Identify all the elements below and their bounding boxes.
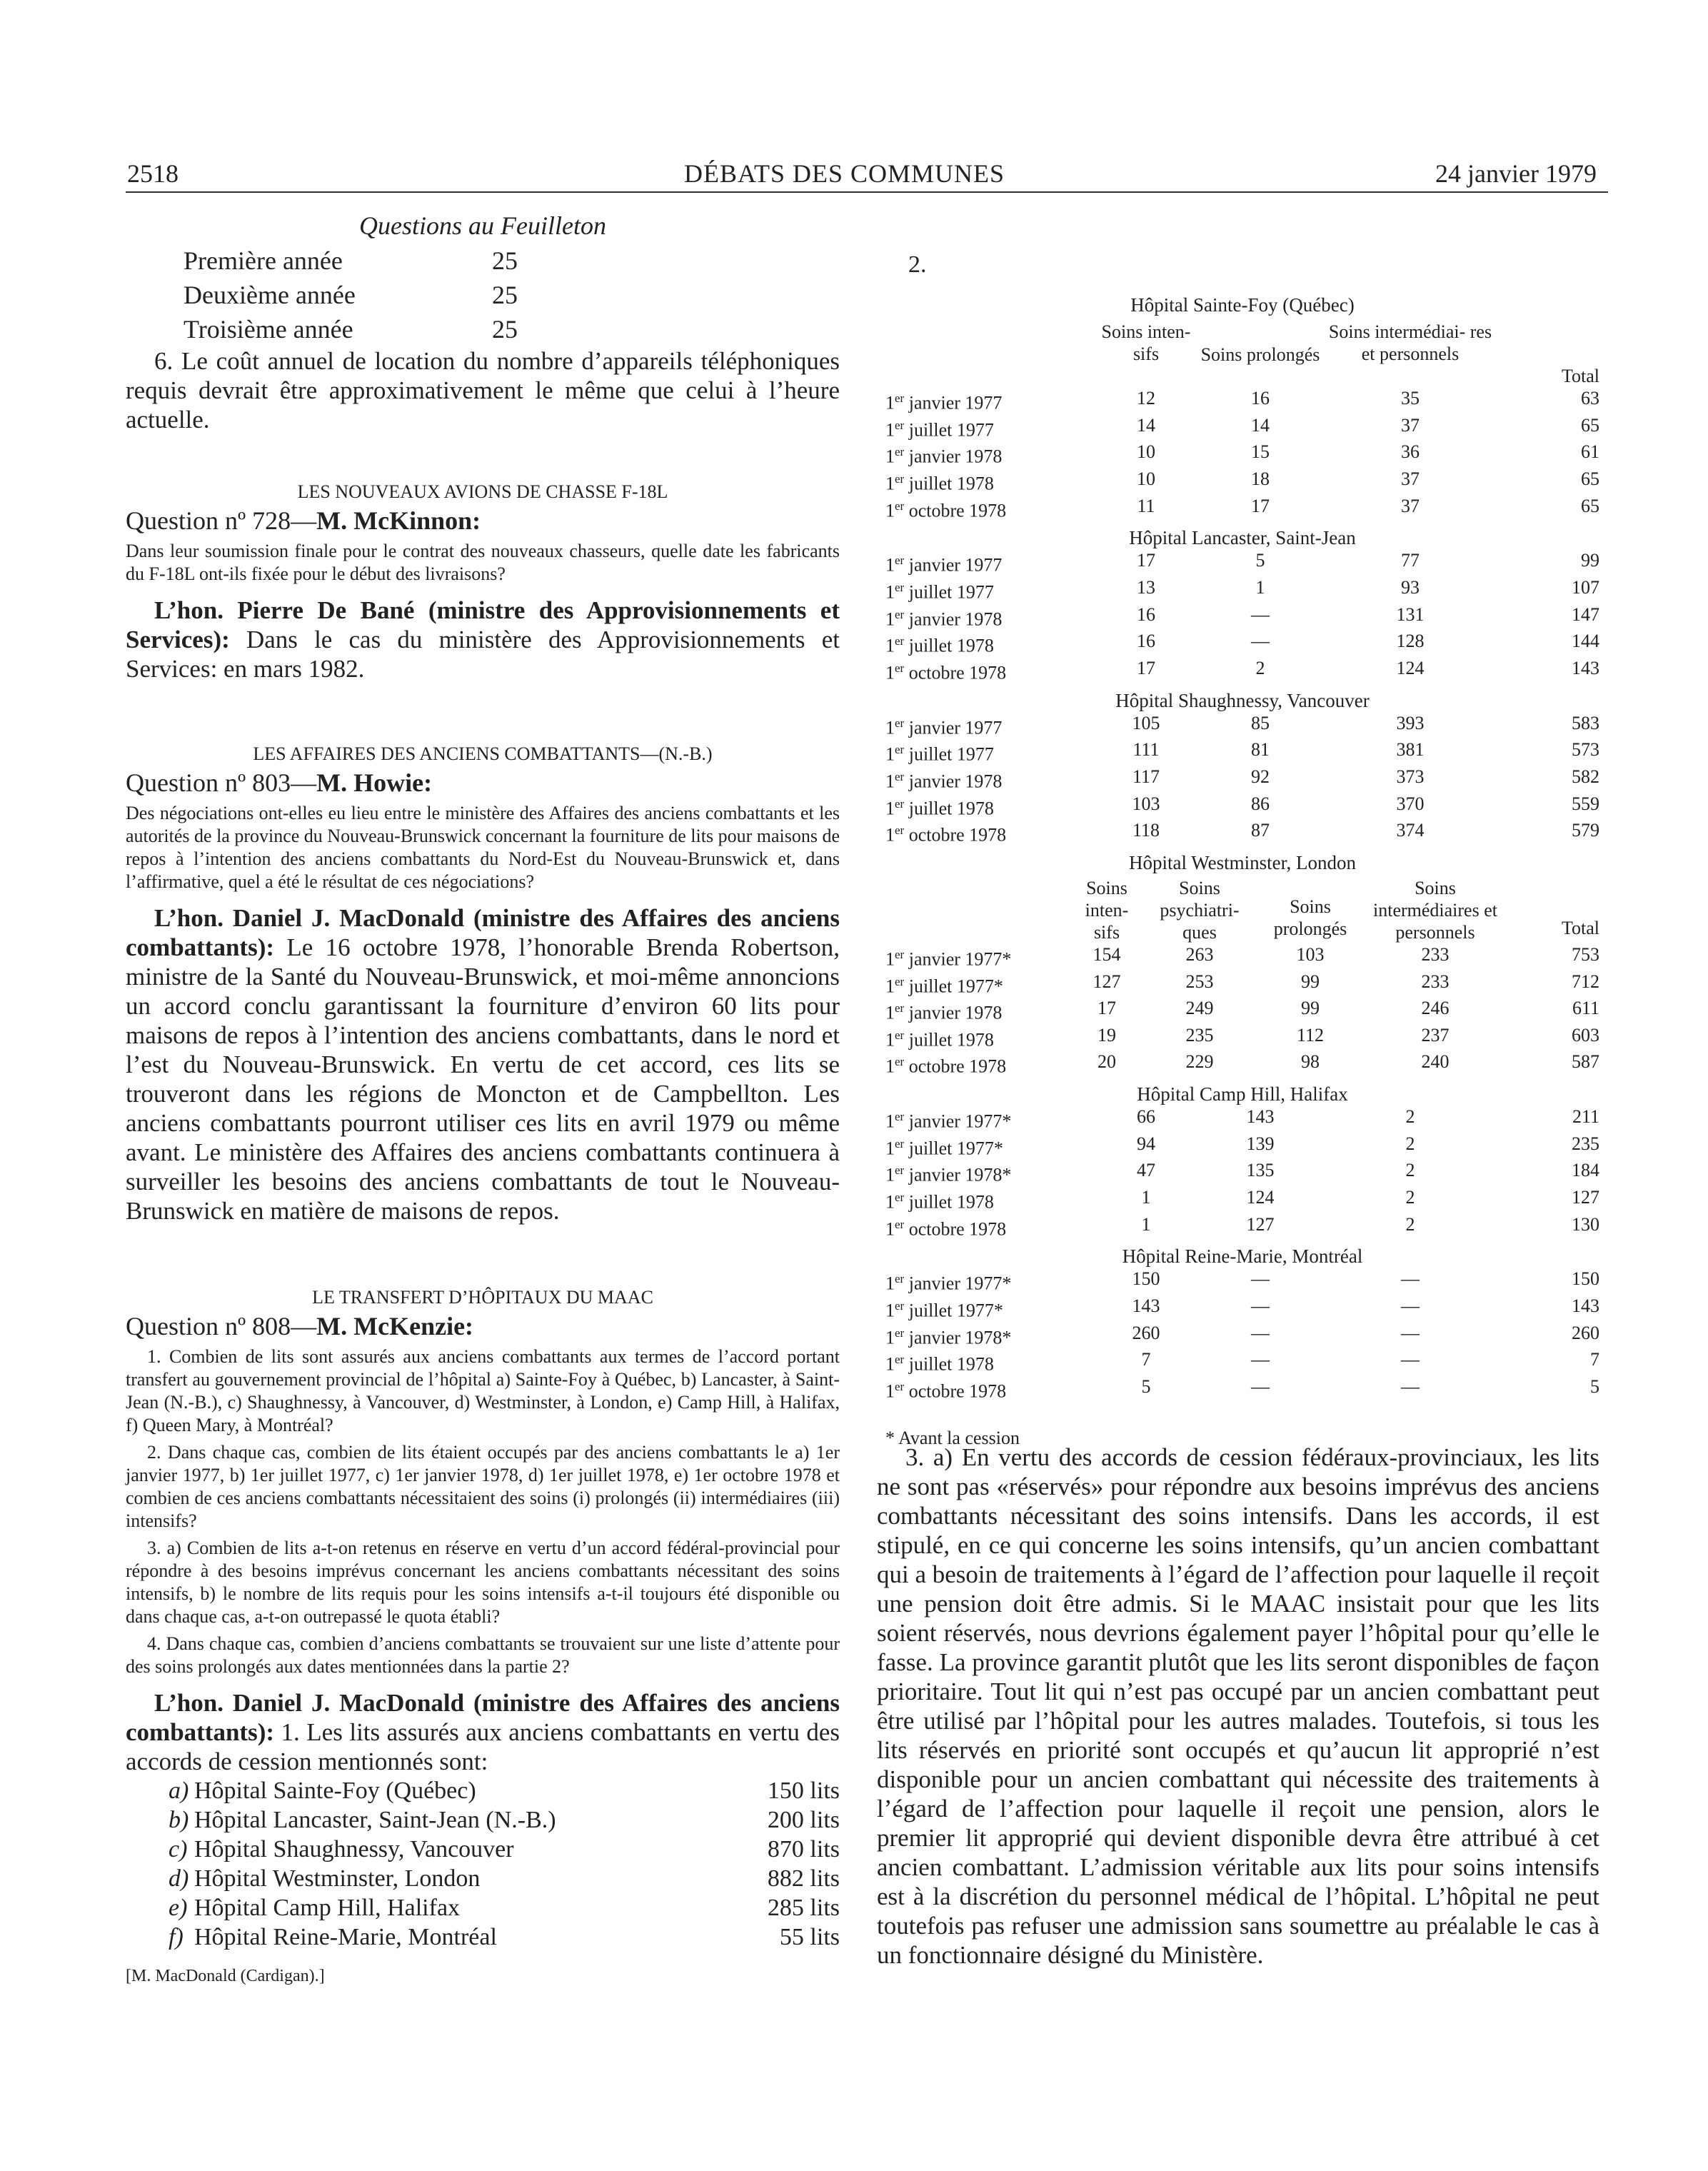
table-row — [885, 1133, 1599, 1160]
table-row — [885, 997, 1599, 1024]
table-row — [885, 576, 1599, 603]
table-row — [885, 1295, 1599, 1322]
cell-intensive: 105 — [1132, 712, 1160, 733]
item-6: 6. Le coût annuel de location du nombre d’appareils téléphoniques requis devrait être approximativement le même que celui à l’heure actuelle. — [126, 347, 840, 433]
cell-extended: 135 — [1246, 1160, 1275, 1181]
cell-intensive: 118 — [1132, 820, 1160, 841]
table-row — [885, 819, 1599, 846]
cell-intermediate: — — [1401, 1322, 1420, 1343]
cell-intensive: 17 — [1137, 657, 1155, 678]
cell-intermediate: — — [1401, 1268, 1420, 1290]
year-row: Première année 25 — [184, 246, 518, 275]
hospital-title: Hôpital Shaughnessy, Vancouver — [1115, 689, 1370, 711]
cell-intermediate: 37 — [1401, 468, 1420, 489]
table-header-row — [885, 877, 1599, 943]
cell-intensive: 14 — [1137, 414, 1155, 436]
table-row — [885, 712, 1599, 739]
section-title-808: LE TRANSFERT D’HÔPITAUX DU MAAC — [312, 1287, 653, 1308]
cell-extended: — — [1251, 1376, 1270, 1398]
question-text-728: Dans leur soumission finale pour le contrat des nouveaux chasseurs, quelle date les fabricants du F-18L ont-ils fixée pour le début des livraisons? — [126, 541, 840, 584]
answer-728: L’hon. Pierre De Bané (ministre des Approvisionnements et Services): Dans le cas du ministère des Approvisionnements et Services: en mars 1982. — [126, 596, 840, 683]
beds-row: b) Hôpital Lancaster, Saint-Jean (N.-B.) 200 lits — [169, 1807, 840, 1833]
col-header-extended: Soins prolongés — [1273, 896, 1347, 939]
hospital-title: Hôpital Lancaster, Saint-Jean — [1129, 527, 1356, 549]
cell-total: 5 — [1590, 1376, 1599, 1398]
cell-intensive: 10 — [1137, 441, 1155, 463]
cell-intensive: 127 — [1092, 971, 1121, 992]
table-row — [885, 1268, 1599, 1295]
cell-intensive: 66 — [1137, 1106, 1155, 1128]
cell-extended: 81 — [1251, 739, 1270, 761]
question-text-803: Des négociations ont-elles eu lieu entre le ministère des Affaires des anciens combattants et les autorités de la province du Nouveau-Brunswick concernant la fourniture de lits pour maisons de repos à l’intention des anciens combattants du Nord-Est du Nouveau-Brunswick et, dans l’affirmative, quel a été le résultat de ces négociations? — [126, 803, 840, 892]
cell-extended: 98 — [1301, 1051, 1320, 1073]
cell-intermediate: — — [1401, 1295, 1420, 1317]
cell-intermediate: — — [1401, 1376, 1420, 1398]
row-date: 1er juillet 1978 — [885, 1190, 994, 1213]
row-date: 1er janvier 1977 — [885, 716, 1003, 738]
col-header-total: Total — [1561, 917, 1599, 938]
cell-intermediate: 246 — [1421, 998, 1450, 1019]
cell-extended: 99 — [1301, 998, 1320, 1019]
row-date: 1er janvier 1978 — [885, 445, 1003, 467]
cell-intensive: 260 — [1132, 1322, 1160, 1343]
cell-intermediate: 370 — [1396, 793, 1425, 814]
cell-intensive: 10 — [1137, 468, 1155, 489]
cell-intensive: 16 — [1137, 603, 1155, 625]
cell-intensive: 143 — [1132, 1295, 1160, 1317]
cell-extended: — — [1251, 631, 1270, 652]
cell-total: 107 — [1572, 576, 1599, 598]
cell-extended: — — [1251, 1349, 1270, 1370]
year-row: Deuxième année 25 — [184, 281, 518, 309]
table-row — [885, 943, 1599, 971]
table-row — [885, 1186, 1599, 1213]
section-title-803: LES AFFAIRES DES ANCIENS COMBATTANTS—(N.-B.) — [253, 743, 713, 764]
cell-extended: — — [1251, 603, 1270, 625]
cell-intermediate: 393 — [1396, 712, 1425, 733]
row-date: 1er janvier 1978 — [885, 769, 1003, 792]
row-date: 1er juillet 1977* — [885, 974, 1003, 997]
row-date: 1er juillet 1978 — [885, 471, 994, 494]
speaker-footer: [M. MacDonald (Cardigan).] — [126, 1967, 325, 1985]
row-date: 1er juillet 1978 — [885, 1028, 994, 1051]
row-date: 1er octobre 1978 — [885, 1055, 1007, 1078]
cell-total: 587 — [1572, 1051, 1599, 1073]
row-date: 1er janvier 1978* — [885, 1325, 1012, 1348]
row-date: 1er octobre 1978 — [885, 661, 1007, 683]
question-part-1: 1. Combien de lits sont assurés aux anciens combattants aux termes de l’accord portant transfert au gouvernement provincial de l’hôpital a) Sainte-Foy à Québec, b) Lancaster, à Saint-Jean (N.-B.), c) Shaughnessy, à Vancouver, d) Westminster, à London, e) Camp Hill, à Halifax, f) Queen Mary, à Montréal? — [126, 1346, 840, 1435]
row-date: 1er janvier 1977 — [885, 391, 1003, 413]
table-header-row — [885, 321, 1599, 387]
question-header-803: Question nº 803—M. Howie: — [126, 768, 433, 797]
question-header-728: Question nº 728—M. McKinnon: — [126, 506, 481, 535]
row-date: 1er octobre 1978 — [885, 1380, 1007, 1402]
table-row — [885, 657, 1599, 684]
cell-extended: — — [1251, 1268, 1270, 1290]
table-row — [885, 468, 1599, 495]
row-date: 1er janvier 1978 — [885, 607, 1003, 630]
row-date: 1er juillet 1977 — [885, 743, 994, 765]
row-date: 1er janvier 1977* — [885, 1272, 1012, 1295]
cell-intermediate: 35 — [1401, 388, 1420, 408]
table-row — [885, 441, 1599, 468]
hospital-tables-top — [885, 294, 1599, 1449]
cell-total: 7 — [1590, 1349, 1599, 1370]
row-date: 1er juillet 1977 — [885, 418, 994, 441]
cell-psychiatric: 253 — [1185, 971, 1214, 992]
row-date: 1er octobre 1978 — [885, 1217, 1007, 1240]
table-row — [885, 766, 1599, 793]
table-row — [885, 603, 1599, 631]
years-table — [183, 244, 518, 346]
cell-intensive: 19 — [1097, 1024, 1116, 1046]
cell-total: 150 — [1572, 1268, 1599, 1290]
cell-total: 63 — [1581, 388, 1599, 408]
cell-extended: 139 — [1246, 1133, 1275, 1154]
cell-extended: 1 — [1255, 576, 1265, 598]
beds-table — [169, 1776, 840, 1952]
table-row — [885, 1213, 1599, 1240]
cell-intermediate: 131 — [1396, 603, 1425, 625]
row-date: 1er juillet 1977* — [885, 1299, 1003, 1321]
question-header-808: Question nº 808—M. McKenzie: — [126, 1312, 474, 1340]
cell-extended: 127 — [1246, 1213, 1275, 1235]
answer-3: 3. a) En vertu des accords de cession fédéraux-provinciaux, les lits ne sont pas «réservés» pour répondre aux besoins imprévus des anciens combattants nécessitant des soins intensifs. Dans les accords, il est stipulé, en ce qui concerne les soins intensifs, qu’un ancien combattant qui a besoin de traitements à l’égard de l’affection pour laquelle il reçoit une pension doit être admis. Si le MAAC insistait pour que les lits soient réservés, nous devrions également payer l’hôpital pour qu’elle le fasse. La province garantit plutôt que les lits seront disponibles de façon prioritaire. Tout lit qui n’est pas occupé par un ancien combattant peut être utilisé par l’hôpital pour les autres malades. Toutefois, si tous les lits réservés en priorité sont occupés et qu’aucun lit approprié n’est disponible pour un ancien combattant qui nécessite des traitements à l’égard de l’affection pour laquelle il reçoit une pension, alors le premier lit approprié qui devient disponible devra être attribué à cet ancien combattant. L’admission véritable aux lits pour soins intensifs est à la discrétion du personnel médical de l’hôpital. L’hôpital ne peut toutefois pas refuser une admission sans soumettre au préalable le cas à un fonctionnaire désigné du Ministère. — [877, 1443, 1600, 1969]
cell-intermediate: 77 — [1401, 550, 1420, 571]
answer-808: L’hon. Daniel J. MacDonald (ministre des Affaires des anciens combattants): 1. Les lits assurés aux anciens combattants en vertu des accords de cession mentionnés sont: — [126, 1689, 840, 1775]
beds-row: c) Hôpital Shaughnessy, Vancouver 870 lits — [169, 1836, 840, 1862]
cell-intermediate: 233 — [1421, 943, 1450, 965]
cell-intermediate: 2 — [1405, 1187, 1415, 1208]
cell-total: 211 — [1572, 1106, 1599, 1128]
cell-total: 559 — [1572, 793, 1599, 814]
page-number: 2518 — [127, 159, 179, 188]
cell-total: 65 — [1581, 468, 1599, 489]
cell-intermediate: — — [1401, 1349, 1420, 1370]
cell-intermediate: 2 — [1405, 1213, 1415, 1235]
hospital-table — [885, 1105, 1599, 1240]
beds-row: e) Hôpital Camp Hill, Halifax 285 lits — [169, 1895, 840, 1921]
table-row — [885, 738, 1599, 766]
cell-extended: 87 — [1251, 820, 1270, 841]
cell-total: 603 — [1572, 1024, 1599, 1046]
table-row — [885, 971, 1599, 998]
cell-intensive: 47 — [1137, 1160, 1155, 1181]
cell-total: 127 — [1572, 1187, 1599, 1208]
cell-intensive: 16 — [1137, 631, 1155, 652]
beds-row: a) Hôpital Sainte-Foy (Québec) 150 lits — [169, 1778, 840, 1804]
row-date: 1er juillet 1977* — [885, 1136, 1003, 1159]
cell-intensive: 111 — [1132, 739, 1160, 761]
cell-intensive: 150 — [1132, 1268, 1160, 1290]
hospital-table — [885, 712, 1599, 846]
question-part-4: 4. Dans chaque cas, combien d’anciens combattants se trouvaient sur une liste d’attente pour des soins prolongés aux dates mentionnées dans la partie 2? — [126, 1633, 840, 1677]
cell-intensive: 5 — [1141, 1376, 1151, 1398]
cell-extended: 16 — [1251, 388, 1270, 408]
cell-intensive: 12 — [1137, 388, 1155, 408]
beds-row: d) Hôpital Westminster, London 882 lits — [169, 1865, 840, 1892]
table-row — [885, 495, 1599, 522]
hospital-title: Hôpital Sainte-Foy (Québec) — [1130, 294, 1355, 316]
cell-psychiatric: 249 — [1185, 998, 1214, 1019]
question-part-2: 2. Dans chaque cas, combien de lits étaient occupés par des anciens combattants le a) 1er janvier 1977, b) 1er juillet 1977, c) 1er janvier 1978, d) 1er juillet 1978, e) 1er octobre 1978 et combien de ces anciens combattants nécessitaient des soins (i) prolongés (ii) intermédiaires (iii) intensifs? — [126, 1442, 840, 1531]
cell-total: 582 — [1572, 766, 1599, 787]
cell-extended: 143 — [1246, 1106, 1275, 1128]
part-2-label: 2. — [908, 251, 927, 278]
cell-intermediate: 233 — [1421, 971, 1450, 992]
cell-extended: 124 — [1246, 1187, 1275, 1208]
cell-total: 583 — [1572, 712, 1599, 733]
cell-intermediate: 374 — [1396, 820, 1425, 841]
cell-intermediate: 36 — [1401, 441, 1420, 463]
table-row — [885, 1051, 1599, 1078]
cell-extended: 103 — [1296, 943, 1325, 965]
cell-intermediate: 381 — [1396, 739, 1425, 761]
cell-total: 573 — [1572, 739, 1599, 761]
row-date: 1er juillet 1978 — [885, 634, 994, 656]
table-row — [885, 1375, 1599, 1403]
cell-intensive: 17 — [1137, 550, 1155, 571]
cell-total: 611 — [1572, 998, 1599, 1019]
cell-extended: 15 — [1251, 441, 1270, 463]
cell-intensive: 103 — [1132, 793, 1160, 814]
cell-extended: 99 — [1301, 971, 1320, 992]
col-header-extended: Soins prolongés — [1200, 344, 1320, 365]
cell-psychiatric: 235 — [1185, 1024, 1214, 1046]
cell-total: 143 — [1572, 657, 1599, 678]
page-date: 24 janvier 1979 — [1435, 159, 1597, 188]
cell-intensive: 13 — [1137, 576, 1155, 598]
cell-total: 753 — [1572, 943, 1599, 965]
cell-intermediate: 237 — [1421, 1024, 1450, 1046]
cell-intensive: 11 — [1137, 495, 1155, 516]
cell-extended: 18 — [1251, 468, 1270, 489]
table-row — [885, 1024, 1599, 1051]
row-date: 1er janvier 1978* — [885, 1163, 1012, 1186]
col-header-intermediate: Soins intermédiaires et personnels — [1373, 877, 1497, 943]
row-date: 1er juillet 1977 — [885, 580, 994, 603]
row-date: 1er juillet 1978 — [885, 796, 994, 819]
year-row: Troisième année 25 — [184, 315, 518, 344]
cell-intensive: 20 — [1097, 1051, 1116, 1073]
row-date: 1er juillet 1978 — [885, 1353, 994, 1375]
section-title-728: LES NOUVEAUX AVIONS DE CHASSE F-18L — [297, 481, 668, 502]
cell-intermediate: 128 — [1396, 631, 1425, 652]
cell-intermediate: 2 — [1405, 1160, 1415, 1181]
cell-intermediate: 124 — [1396, 657, 1425, 678]
cell-intensive: 1 — [1141, 1187, 1151, 1208]
row-date: 1er janvier 1977 — [885, 553, 1003, 576]
cell-extended: 5 — [1255, 550, 1265, 571]
cell-total: 61 — [1581, 441, 1599, 463]
col-header-intensive: Soins inten- sifs — [1101, 321, 1191, 364]
cell-intermediate: 373 — [1396, 766, 1425, 787]
table-row — [885, 1159, 1599, 1186]
cell-intensive: 7 — [1141, 1349, 1151, 1370]
cell-intensive: 117 — [1132, 766, 1160, 787]
cell-extended: 92 — [1251, 766, 1270, 787]
cell-intensive: 17 — [1097, 998, 1116, 1019]
cell-intensive: 154 — [1092, 943, 1121, 965]
row-date: 1er octobre 1978 — [885, 823, 1007, 846]
cell-total: 143 — [1572, 1295, 1599, 1317]
hospital-table — [885, 1268, 1599, 1402]
table-row — [885, 549, 1599, 576]
cell-total: 260 — [1572, 1322, 1599, 1343]
footnote: * Avant la cession — [885, 1427, 1020, 1448]
cell-extended: — — [1251, 1322, 1270, 1343]
cell-total: 65 — [1581, 495, 1599, 516]
hospital-title: Hôpital Camp Hill, Halifax — [1137, 1083, 1348, 1105]
cell-extended: 14 — [1251, 414, 1270, 436]
cell-total: 579 — [1572, 820, 1599, 841]
cell-intermediate: 2 — [1405, 1106, 1415, 1128]
subhead: Questions au Feuilleton — [359, 211, 606, 240]
col-header-total: Total — [1561, 366, 1599, 386]
table-row — [885, 1348, 1599, 1375]
table-row — [885, 1105, 1599, 1133]
journal-title: DÉBATS DES COMMUNES — [684, 159, 1005, 188]
cell-total: 130 — [1572, 1213, 1599, 1235]
cell-extended: 17 — [1251, 495, 1270, 516]
cell-extended: 85 — [1251, 712, 1270, 733]
row-date: 1er octobre 1978 — [885, 498, 1007, 521]
cell-total: 65 — [1581, 414, 1599, 436]
header-rule — [126, 191, 1608, 193]
cell-total: 144 — [1572, 631, 1599, 652]
cell-total: 99 — [1581, 550, 1599, 571]
cell-total: 235 — [1572, 1133, 1599, 1154]
col-header-intermediate: Soins intermédiai- res et personnels — [1328, 321, 1492, 364]
hospital-title: Hôpital Reine-Marie, Montréal — [1122, 1245, 1363, 1268]
hospital-table — [885, 387, 1599, 521]
hospital-title: Hôpital Westminster, London — [1129, 851, 1356, 873]
row-date: 1er janvier 1977* — [885, 947, 1012, 970]
cell-psychiatric: 229 — [1185, 1051, 1214, 1073]
col-header-psychiatric: Soins psychiatri- ques — [1160, 877, 1240, 943]
cell-intermediate: 37 — [1401, 414, 1420, 436]
table-row — [885, 1322, 1599, 1349]
cell-intermediate: 93 — [1401, 576, 1420, 598]
cell-total: 147 — [1572, 603, 1599, 625]
row-date: 1er janvier 1978 — [885, 1001, 1003, 1023]
cell-extended: 86 — [1251, 793, 1270, 814]
hospital-table-header — [885, 321, 1599, 387]
cell-intensive: 94 — [1137, 1133, 1155, 1154]
answer-803: L’hon. Daniel J. MacDonald (ministre des Affaires des anciens combattants): Le 16 octobre 1978, l’honorable Brenda Robertson, ministre de la Santé du Nouveau-Brunswick, et moi-même annoncions un accord conclu garantissant la fourniture d’environ 60 lits pour maisons de repos à l’intention des anciens combattants, dans le nord et l’est du Nouveau-Brunswick. En vertu de cet accord, ces lits se trouveront dans les régions de Moncton et de Campbellton. Les anciens combattants pourront utiliser ces lits en avril 1979 ou même avant. Le ministère des Affaires des anciens combattants continuera à surveiller les besoins des anciens combattants de tout le Nouveau-Brunswick en matière de maisons de repos. — [126, 904, 840, 1225]
cell-intensive: 1 — [1141, 1213, 1151, 1235]
cell-intermediate: 2 — [1405, 1133, 1415, 1154]
cell-total: 184 — [1572, 1160, 1599, 1181]
cell-psychiatric: 263 — [1185, 943, 1214, 965]
table-row — [885, 630, 1599, 657]
table-row — [885, 414, 1599, 441]
left-column — [126, 211, 840, 1991]
cell-total: 712 — [1572, 971, 1599, 992]
hospital-table — [885, 549, 1599, 683]
table-row — [885, 387, 1599, 414]
cell-intermediate: 240 — [1421, 1051, 1450, 1073]
col-header-intensive: Soins inten- sifs — [1085, 877, 1129, 943]
cell-extended: 2 — [1255, 657, 1265, 678]
cell-extended: 112 — [1296, 1024, 1325, 1046]
beds-row: f) Hôpital Reine-Marie, Montréal 55 lits — [169, 1924, 840, 1950]
cell-intermediate: 37 — [1401, 495, 1420, 516]
cell-extended: — — [1251, 1295, 1270, 1317]
westminster-table — [885, 877, 1599, 1078]
table-row — [885, 793, 1599, 820]
question-part-3: 3. a) Combien de lits a-t-on retenus en réserve en vertu d’un accord fédéral-provincial pour répondre à des besoins imprévus concernant les anciens combattants nécessitant des soins intensifs, b) le nombre de lits requis pour les soins intensifs a-t-il toujours été disponible ou dans chaque cas, a-t-on outrepassé le quota établi? — [126, 1538, 840, 1627]
row-date: 1er janvier 1977* — [885, 1110, 1012, 1132]
